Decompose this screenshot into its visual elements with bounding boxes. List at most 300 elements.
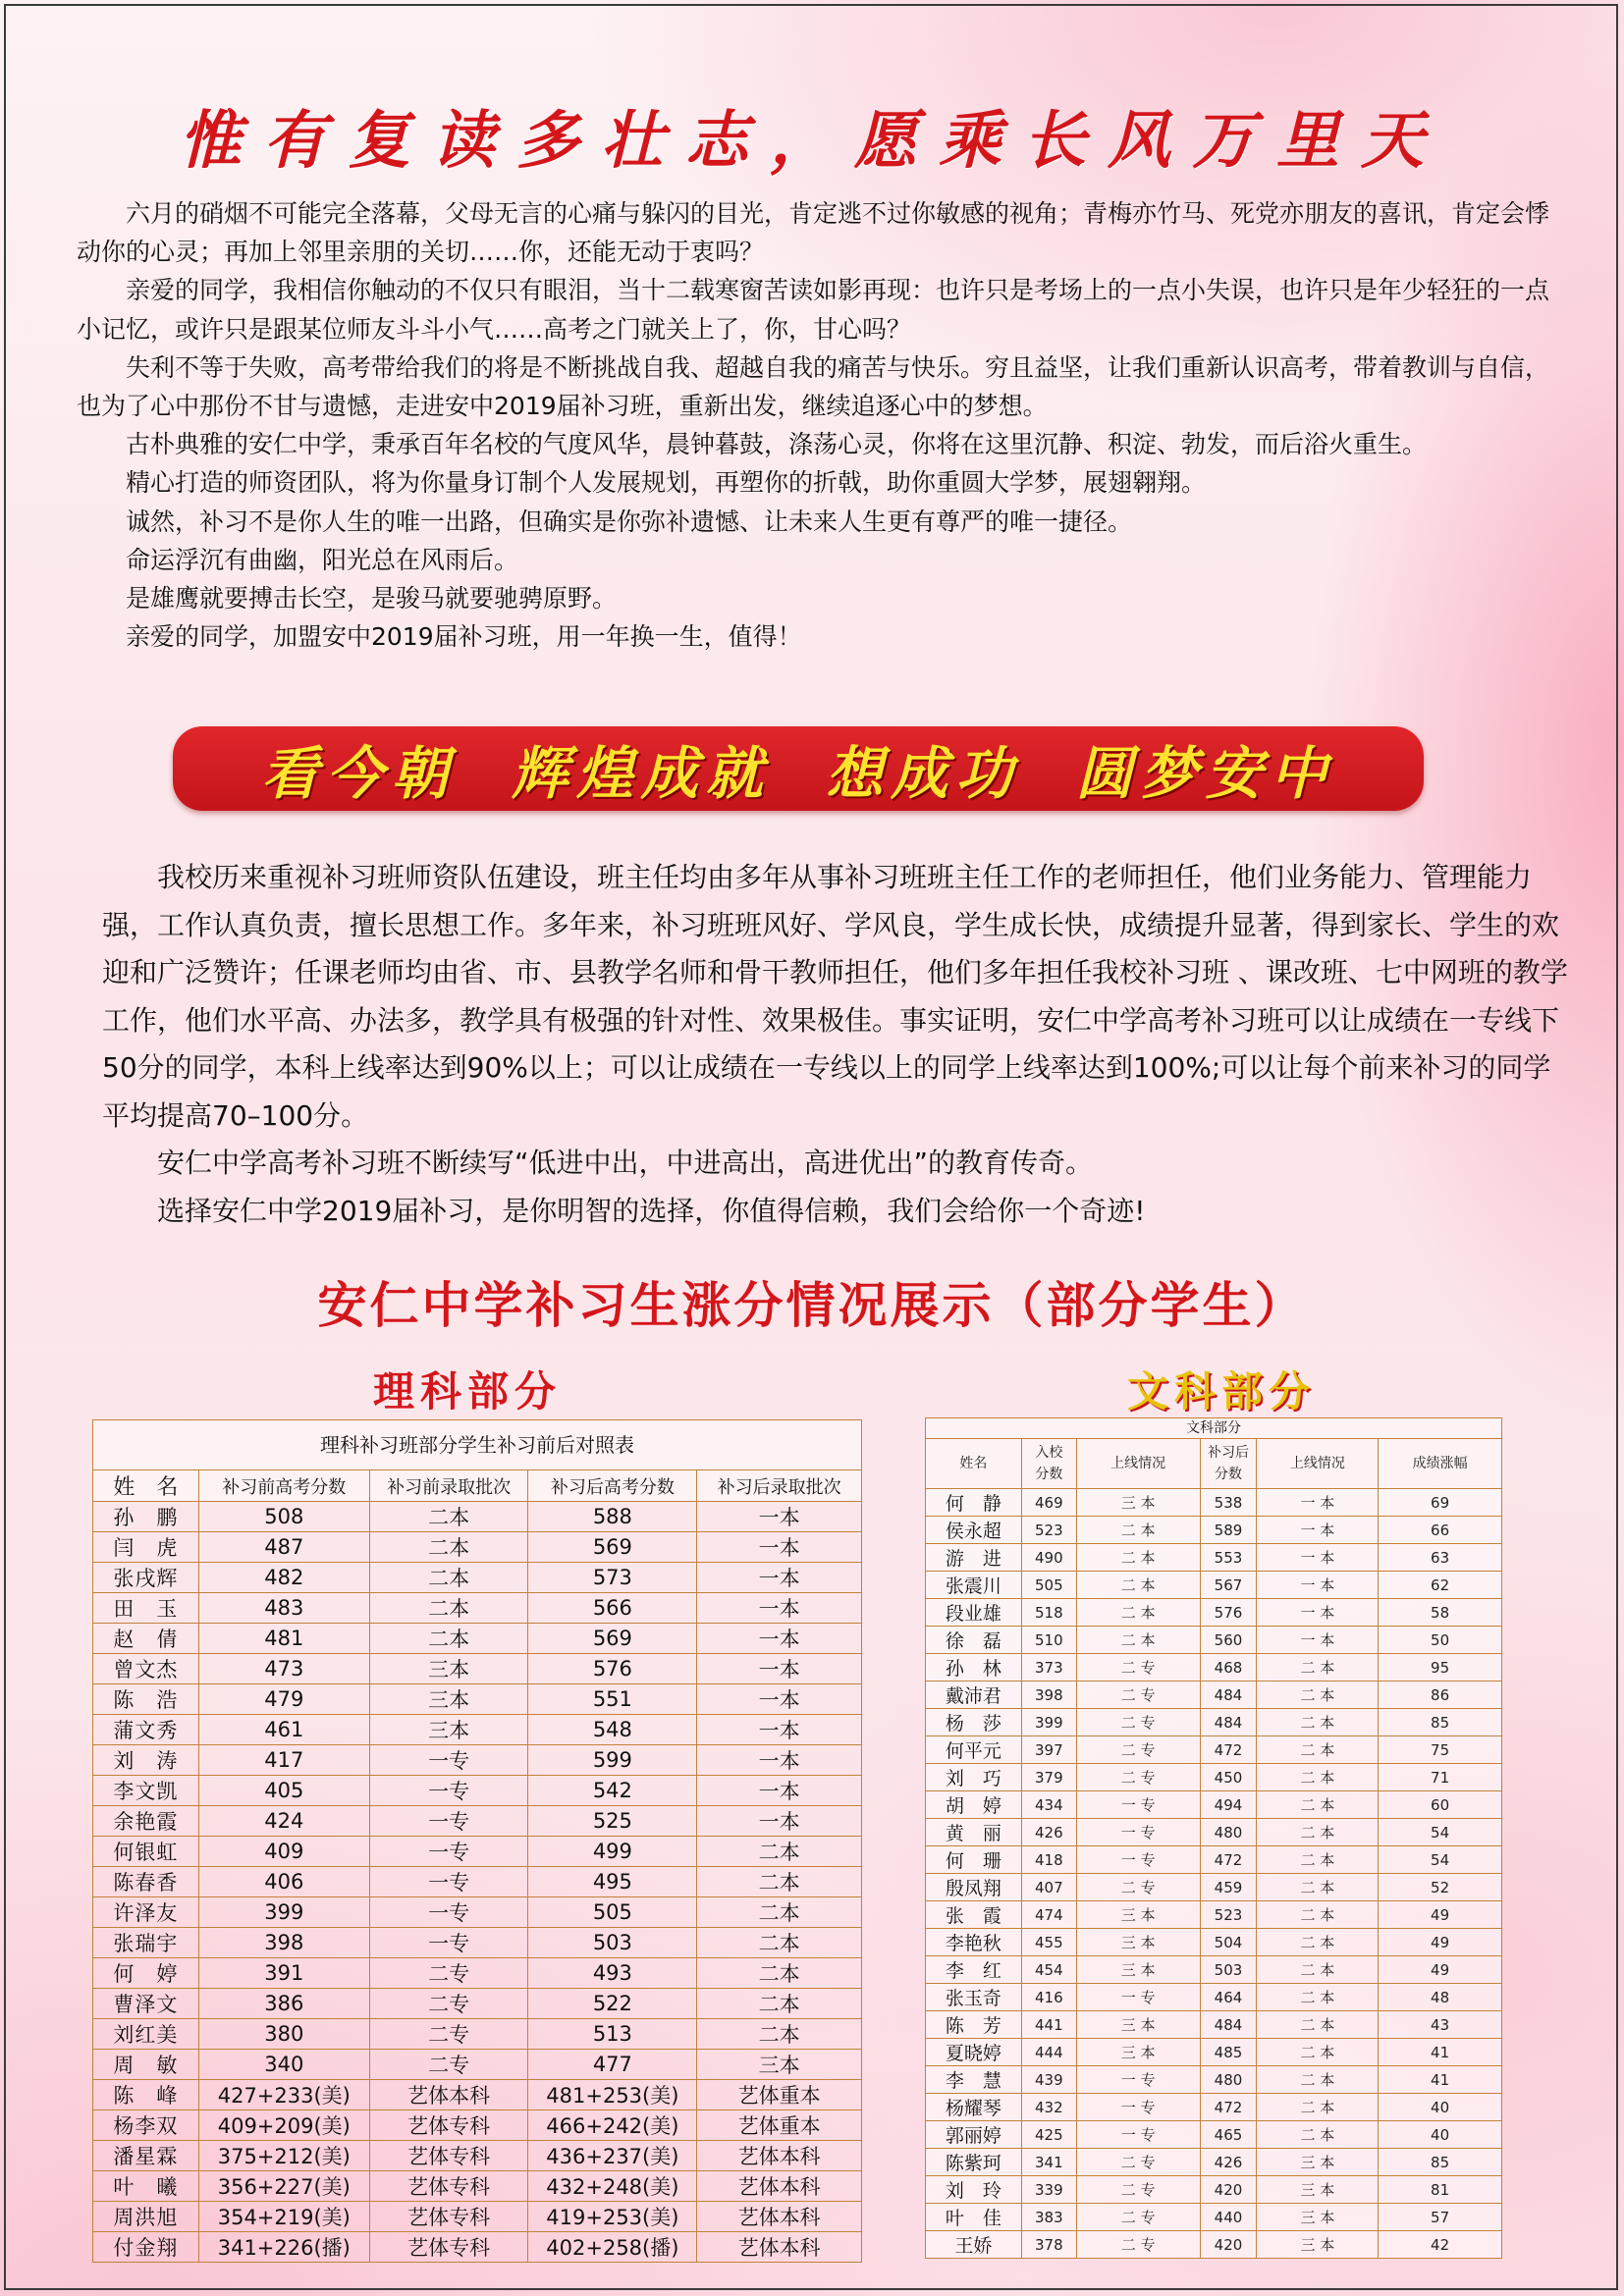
- liberal-arts-results-table: [925, 1417, 1502, 2259]
- table-cell: 一 专: [1076, 1791, 1200, 1819]
- table-cell: 441: [1021, 2011, 1076, 2039]
- table-row: [93, 1928, 862, 1958]
- table-cell: 二 专: [1076, 2231, 1200, 2259]
- student-name-cell: 郭丽婷: [926, 2121, 1022, 2149]
- student-name-cell: 夏晓婷: [926, 2039, 1022, 2066]
- table-row: [926, 1764, 1502, 1791]
- table-cell: 434: [1021, 1791, 1076, 1819]
- table-cell: 436+237(美): [528, 2141, 697, 2171]
- table-cell: 43: [1379, 2011, 1502, 2039]
- table-cell: 487: [198, 1532, 369, 1563]
- table-cell: 二本: [697, 1867, 862, 1897]
- table-cell: 艺体重本: [697, 2110, 862, 2141]
- table-cell: 468: [1200, 1654, 1257, 1682]
- table-cell: 525: [528, 1806, 697, 1837]
- table-cell: 二 专: [1076, 1682, 1200, 1709]
- table-cell: 472: [1200, 1846, 1257, 1874]
- table-cell: 466+242(美): [528, 2110, 697, 2141]
- table-cell: 454: [1021, 1956, 1076, 1984]
- table-cell: 490: [1021, 1544, 1076, 1572]
- table-row: [93, 1989, 862, 2019]
- table-cell: 一本: [697, 1745, 862, 1776]
- intro-paragraph: 是雄鹰就要搏击长空，是骏马就要驰骋原野。: [126, 584, 618, 614]
- table-cell: 二 专: [1076, 2176, 1200, 2204]
- student-name-cell: 周洪旭: [93, 2202, 199, 2232]
- table-cell: 503: [1200, 1956, 1257, 1984]
- table-cell: 艺体专科: [369, 2171, 528, 2202]
- table-cell: 416: [1021, 1984, 1076, 2011]
- table-cell: 419+253(美): [528, 2202, 697, 2232]
- table-cell: 一专: [369, 1806, 528, 1837]
- table-cell: 二专: [369, 2019, 528, 2050]
- table-row: [926, 1544, 1502, 1572]
- column-header: 成绩涨幅: [1379, 1439, 1502, 1489]
- table-cell: 569: [528, 1532, 697, 1563]
- table-cell: 432+248(美): [528, 2171, 697, 2202]
- liberal-table-caption: 文科部分: [925, 1417, 1502, 1438]
- table-cell: 二 专: [1076, 1654, 1200, 1682]
- table-cell: 二 专: [1076, 1874, 1200, 1901]
- table-cell: 576: [1200, 1599, 1257, 1627]
- table-cell: 391: [198, 1958, 369, 1989]
- student-name-cell: 刘 玲: [926, 2176, 1022, 2204]
- table-cell: 397: [1021, 1736, 1076, 1764]
- table-cell: 69: [1379, 1489, 1502, 1517]
- student-name-cell: 余艳霞: [93, 1806, 199, 1837]
- table-row: [926, 1517, 1502, 1544]
- student-name-cell: 李 慧: [926, 2066, 1022, 2094]
- table-cell: 477: [528, 2050, 697, 2080]
- table-cell: 464: [1200, 1984, 1257, 2011]
- table-cell: 一本: [697, 1532, 862, 1563]
- table-cell: 二本: [369, 1532, 528, 1563]
- table-cell: 二 本: [1257, 1819, 1379, 1846]
- student-name-cell: 何平元: [926, 1736, 1022, 1764]
- table-cell: 71: [1379, 1764, 1502, 1791]
- table-cell: 二 本: [1257, 1956, 1379, 1984]
- student-name-cell: 张震川: [926, 1572, 1022, 1599]
- table-cell: 398: [1021, 1682, 1076, 1709]
- table-cell: 373: [1021, 1654, 1076, 1682]
- student-name-cell: 李文凯: [93, 1776, 199, 1806]
- intro-paragraph: 诚然，补习不是你人生的唯一出路，但确实是你弥补遗憾、让未来人生更有尊严的唯一捷径。: [126, 507, 1133, 536]
- table-row: [93, 1654, 862, 1684]
- table-cell: 一本: [697, 1776, 862, 1806]
- student-name-cell: 何 静: [926, 1489, 1022, 1517]
- table-cell: 426: [1021, 1819, 1076, 1846]
- table-row: [93, 1776, 862, 1806]
- table-cell: 三 本: [1257, 2204, 1379, 2231]
- table-cell: 二专: [369, 1958, 528, 1989]
- table-cell: 548: [528, 1715, 697, 1745]
- table-cell: 二 本: [1257, 2011, 1379, 2039]
- student-name-cell: 赵 倩: [93, 1624, 199, 1654]
- description-paragraph: 选择安仁中学2019届补习，是你明智的选择，你值得信赖，我们会给你一个奇迹!: [157, 1194, 1146, 1227]
- table-cell: 二 专: [1076, 1736, 1200, 1764]
- table-cell: 495: [528, 1867, 697, 1897]
- page-title: 惟有复读多壮志，愿乘长风万里天: [179, 104, 1445, 178]
- table-cell: 461: [198, 1715, 369, 1745]
- table-cell: 一 专: [1076, 1846, 1200, 1874]
- table-cell: 三本: [369, 1684, 528, 1715]
- table-row: [93, 1593, 862, 1624]
- intro-paragraph: 失利不等于失败，高考带给我们的将是不断挑战自我、超越自我的痛苦与快乐。穷且益坚，让我们重新认识高考，带着教训与自信，也为了心中那份不甘与遗憾，走进安中2019届补习班，重新出发，继续追逐心中的梦想。: [77, 352, 1550, 421]
- table-cell: 481+253(美): [528, 2080, 697, 2110]
- table-row: [926, 2176, 1502, 2204]
- table-cell: 二 本: [1257, 2094, 1379, 2121]
- table-row: [926, 1627, 1502, 1654]
- student-name-cell: 曾文杰: [93, 1654, 199, 1684]
- description-paragraph: 安仁中学高考补习班不断续写“低进中出，中进高出，高进优出”的教育传奇。: [157, 1147, 1094, 1179]
- student-name-cell: 杨李双: [93, 2110, 199, 2141]
- table-cell: 一本: [697, 1715, 862, 1745]
- table-cell: 499: [528, 1837, 697, 1867]
- table-cell: 一 专: [1076, 2066, 1200, 2094]
- student-name-cell: 张 霞: [926, 1901, 1022, 1929]
- table-cell: 二本: [697, 1897, 862, 1928]
- table-row: [93, 1806, 862, 1837]
- table-cell: 二本: [697, 2019, 862, 2050]
- table-cell: 三 本: [1257, 2176, 1379, 2204]
- table-cell: 艺体本科: [697, 2171, 862, 2202]
- intro-paragraph: 古朴典雅的安仁中学，秉承百年名校的气度风华，晨钟暮鼓，涤荡心灵，你将在这里沉静、积淀、勃发，而后浴火重生。: [126, 430, 1428, 459]
- table-cell: 480: [1200, 1819, 1257, 1846]
- table-cell: 409+209(美): [198, 2110, 369, 2141]
- table-cell: 二 本: [1257, 2039, 1379, 2066]
- student-name-cell: 陈 芳: [926, 2011, 1022, 2039]
- table-cell: 一本: [697, 1502, 862, 1532]
- table-cell: 432: [1021, 2094, 1076, 2121]
- table-cell: 60: [1379, 1791, 1502, 1819]
- table-row: [926, 2149, 1502, 2176]
- table-row: [926, 2204, 1502, 2231]
- table-cell: 三本: [697, 2050, 862, 2080]
- table-row: [926, 1682, 1502, 1709]
- table-cell: 48: [1379, 1984, 1502, 2011]
- table-row: [93, 1958, 862, 1989]
- table-cell: 427+233(美): [198, 2080, 369, 2110]
- table-cell: 一 本: [1257, 1517, 1379, 1544]
- student-name-cell: 张玉奇: [926, 1984, 1022, 2011]
- table-cell: 一 本: [1257, 1572, 1379, 1599]
- table-row: [926, 1956, 1502, 1984]
- table-row: [926, 2011, 1502, 2039]
- table-cell: 三 本: [1076, 1901, 1200, 1929]
- intro-paragraph: 命运浮沉有曲幽，阳光总在风雨后。: [126, 545, 519, 574]
- table-row: [926, 1736, 1502, 1764]
- table-cell: 354+219(美): [198, 2202, 369, 2232]
- table-cell: 三 本: [1076, 1956, 1200, 1984]
- table-cell: 一本: [697, 1624, 862, 1654]
- table-cell: 二 本: [1257, 2121, 1379, 2149]
- table-cell: 一 专: [1076, 2121, 1200, 2149]
- table-cell: 二 本: [1076, 1572, 1200, 1599]
- table-row: [93, 1624, 862, 1654]
- table-cell: 二 本: [1257, 1764, 1379, 1791]
- table-cell: 455: [1021, 1929, 1076, 1956]
- table-cell: 341+226(播): [198, 2232, 369, 2263]
- table-cell: 472: [1200, 1736, 1257, 1764]
- table-cell: 407: [1021, 1874, 1076, 1901]
- table-header-row: [926, 1439, 1502, 1489]
- table-cell: 一本: [697, 1563, 862, 1593]
- student-name-cell: 黄 丽: [926, 1819, 1022, 1846]
- table-row: [93, 1502, 862, 1532]
- table-cell: 三 本: [1076, 1929, 1200, 1956]
- table-cell: 386: [198, 1989, 369, 2019]
- results-section-title: 安仁中学补习生涨分情况展示（部分学生）: [317, 1277, 1307, 1334]
- table-cell: 一 专: [1076, 2094, 1200, 2121]
- table-row: [93, 2232, 862, 2263]
- table-cell: 444: [1021, 2039, 1076, 2066]
- table-cell: 417: [198, 1745, 369, 1776]
- student-name-cell: 王娇: [926, 2231, 1022, 2259]
- student-name-cell: 杨耀琴: [926, 2094, 1022, 2121]
- table-cell: 380: [198, 2019, 369, 2050]
- table-cell: 二 本: [1257, 1929, 1379, 1956]
- table-cell: 58: [1379, 1599, 1502, 1627]
- science-table-caption: 理科补习班部分学生补习前后对照表: [92, 1419, 862, 1469]
- table-cell: 424: [198, 1806, 369, 1837]
- student-name-cell: 陈紫珂: [926, 2149, 1022, 2176]
- table-cell: 49: [1379, 1901, 1502, 1929]
- table-row: [93, 2019, 862, 2050]
- table-cell: 483: [198, 1593, 369, 1624]
- table-cell: 551: [528, 1684, 697, 1715]
- table-row: [926, 1654, 1502, 1682]
- table-cell: 450: [1200, 1764, 1257, 1791]
- student-name-cell: 陈春香: [93, 1867, 199, 1897]
- student-name-cell: 侯永超: [926, 1517, 1022, 1544]
- table-cell: 375+212(美): [198, 2141, 369, 2171]
- table-cell: 66: [1379, 1517, 1502, 1544]
- table-cell: 569: [528, 1624, 697, 1654]
- student-name-cell: 张瑞宇: [93, 1928, 199, 1958]
- table-cell: 469: [1021, 1489, 1076, 1517]
- table-cell: 二 专: [1076, 1764, 1200, 1791]
- table-cell: 二本: [369, 1502, 528, 1532]
- table-cell: 420: [1200, 2176, 1257, 2204]
- table-cell: 480: [1200, 2066, 1257, 2094]
- student-name-cell: 张戌辉: [93, 1563, 199, 1593]
- table-cell: 484: [1200, 1682, 1257, 1709]
- table-row: [93, 2050, 862, 2080]
- table-row: [926, 2066, 1502, 2094]
- student-name-cell: 何银虹: [93, 1837, 199, 1867]
- table-row: [93, 1563, 862, 1593]
- student-name-cell: 周 敏: [93, 2050, 199, 2080]
- table-row: [926, 2231, 1502, 2259]
- table-row: [93, 2202, 862, 2232]
- student-name-cell: 叶 佳: [926, 2204, 1022, 2231]
- table-cell: 一专: [369, 1867, 528, 1897]
- table-cell: 二 专: [1076, 2204, 1200, 2231]
- table-cell: 一专: [369, 1745, 528, 1776]
- table-cell: 三 本: [1076, 1489, 1200, 1517]
- table-cell: 二本: [369, 1593, 528, 1624]
- table-cell: 二 本: [1076, 1544, 1200, 1572]
- table-cell: 二专: [369, 1989, 528, 2019]
- table-cell: 439: [1021, 2066, 1076, 2094]
- table-cell: 一 专: [1076, 1819, 1200, 1846]
- table-cell: 一专: [369, 1897, 528, 1928]
- table-cell: 艺体本科: [369, 2080, 528, 2110]
- table-cell: 599: [528, 1745, 697, 1776]
- column-header: 入校 分数: [1021, 1439, 1076, 1489]
- table-cell: 379: [1021, 1764, 1076, 1791]
- table-row: [926, 1929, 1502, 1956]
- table-cell: 406: [198, 1867, 369, 1897]
- table-cell: 艺体重本: [697, 2080, 862, 2110]
- table-row: [926, 1572, 1502, 1599]
- table-cell: 383: [1021, 2204, 1076, 2231]
- table-cell: 481: [198, 1624, 369, 1654]
- table-cell: 54: [1379, 1846, 1502, 1874]
- table-cell: 三本: [369, 1654, 528, 1684]
- table-header-row: [93, 1470, 862, 1502]
- table-row: [926, 2039, 1502, 2066]
- table-cell: 艺体专科: [369, 2110, 528, 2141]
- table-cell: 二本: [697, 1928, 862, 1958]
- table-row: [926, 1874, 1502, 1901]
- table-row: [926, 1791, 1502, 1819]
- table-row: [93, 1532, 862, 1563]
- table-cell: 409: [198, 1837, 369, 1867]
- table-cell: 42: [1379, 2231, 1502, 2259]
- table-row: [93, 1897, 862, 1928]
- table-cell: 二 本: [1076, 1627, 1200, 1654]
- table-cell: 503: [528, 1928, 697, 1958]
- table-cell: 340: [198, 2050, 369, 2080]
- table-cell: 一 本: [1257, 1544, 1379, 1572]
- student-name-cell: 刘红美: [93, 2019, 199, 2050]
- column-header: 补习后高考分数: [528, 1470, 697, 1502]
- column-header: 上线情况: [1257, 1439, 1379, 1489]
- table-row: [93, 1684, 862, 1715]
- table-cell: 418: [1021, 1846, 1076, 1874]
- table-cell: 一本: [697, 1684, 862, 1715]
- table-cell: 一 本: [1257, 1599, 1379, 1627]
- table-cell: 398: [198, 1928, 369, 1958]
- table-cell: 艺体本科: [697, 2232, 862, 2263]
- table-cell: 85: [1379, 1709, 1502, 1736]
- table-cell: 一 本: [1257, 1627, 1379, 1654]
- column-header: 补习后 分数: [1200, 1439, 1257, 1489]
- student-name-cell: 许泽友: [93, 1897, 199, 1928]
- student-name-cell: 杨 莎: [926, 1709, 1022, 1736]
- table-cell: 459: [1200, 1874, 1257, 1901]
- table-cell: 405: [198, 1776, 369, 1806]
- table-cell: 一 本: [1257, 1489, 1379, 1517]
- table-cell: 54: [1379, 1819, 1502, 1846]
- intro-paragraph: 精心打造的师资团队，将为你量身订制个人发展规划，再塑你的折戟，助你重圆大学梦，展翅翱翔。: [126, 468, 1207, 498]
- table-cell: 538: [1200, 1489, 1257, 1517]
- table-cell: 589: [1200, 1517, 1257, 1544]
- student-name-cell: 殷凤翔: [926, 1874, 1022, 1901]
- table-cell: 二 专: [1076, 1709, 1200, 1736]
- table-cell: 472: [1200, 2094, 1257, 2121]
- table-row: [926, 1846, 1502, 1874]
- table-cell: 41: [1379, 2066, 1502, 2094]
- table-cell: 399: [198, 1897, 369, 1928]
- student-name-cell: 徐 磊: [926, 1627, 1022, 1654]
- table-cell: 二本: [697, 1958, 862, 1989]
- student-name-cell: 曹泽文: [93, 1989, 199, 2019]
- table-cell: 二 专: [1076, 2149, 1200, 2176]
- student-name-cell: 胡 婷: [926, 1791, 1022, 1819]
- table-cell: 426: [1200, 2149, 1257, 2176]
- table-cell: 一本: [697, 1654, 862, 1684]
- table-cell: 81: [1379, 2176, 1502, 2204]
- table-cell: 560: [1200, 1627, 1257, 1654]
- table-cell: 420: [1200, 2231, 1257, 2259]
- table-cell: 一专: [369, 1837, 528, 1867]
- table-cell: 341: [1021, 2149, 1076, 2176]
- table-cell: 二本: [697, 1989, 862, 2019]
- table-cell: 41: [1379, 2039, 1502, 2066]
- table-cell: 二本: [369, 1624, 528, 1654]
- table-cell: 484: [1200, 1709, 1257, 1736]
- table-row: [926, 1709, 1502, 1736]
- column-header: 姓 名: [93, 1470, 199, 1502]
- science-heading: 理科部分: [373, 1367, 563, 1415]
- column-header: 补习后录取批次: [697, 1470, 862, 1502]
- table-row: [93, 1867, 862, 1897]
- table-cell: 三 本: [1257, 2231, 1379, 2259]
- column-header: 姓名: [926, 1439, 1022, 1489]
- table-cell: 494: [1200, 1791, 1257, 1819]
- table-cell: 三 本: [1076, 2011, 1200, 2039]
- table-cell: 378: [1021, 2231, 1076, 2259]
- table-cell: 一 专: [1076, 1984, 1200, 2011]
- table-cell: 一本: [697, 1593, 862, 1624]
- intro-text: [77, 194, 1559, 656]
- table-cell: 482: [198, 1563, 369, 1593]
- description-paragraph: 我校历来重视补习班师资队伍建设，班主任均由多年从事补习班班主任工作的老师担任，他们业务能力、管理能力强，工作认真负责，擅长思想工作。多年来，补习班班风好、学风良，学生成长快，成绩提升显著，得到家长、学生的欢迎和广泛赞许；任课老师均由省、市、县教学名师和骨干教师担任，他们多年担任我校补习班 、课改班、七中网班的教学工作，他们水平高、办法多，教学具有极强的针对性、效果极佳。事实证明，安仁中学高考补习班可以让成绩在一专线下50分的同学，本科上线率达到90%以上；可以让成绩在一专线以上的同学上线率达到100%;可以让每个前来补习的同学平均提高70–100分。: [102, 861, 1568, 1132]
- table-cell: 二 本: [1257, 1682, 1379, 1709]
- slogan-text: 看今朝 辉煌成就 想成功 圆梦安中: [261, 740, 1335, 807]
- intro-paragraph: 亲爱的同学，我相信你触动的不仅只有眼泪，当十二载寒窗苦读如影再现：也许只是考场上的一点小失误，也许只是年少轻狂的一点小记忆，或许只是跟某位师友斗斗小气……高考之门就关上了，你，甘心吗？: [77, 276, 1550, 344]
- table-cell: 523: [1200, 1901, 1257, 1929]
- table-cell: 艺体专科: [369, 2232, 528, 2263]
- science-results-table: [92, 1419, 862, 2263]
- table-cell: 553: [1200, 1544, 1257, 1572]
- table-row: [93, 2080, 862, 2110]
- student-name-cell: 叶 曦: [93, 2171, 199, 2202]
- table-cell: 62: [1379, 1572, 1502, 1599]
- table-row: [93, 2141, 862, 2171]
- table-cell: 一专: [369, 1928, 528, 1958]
- table-cell: 二本: [697, 1837, 862, 1867]
- student-name-cell: 陈 峰: [93, 2080, 199, 2110]
- table-cell: 425: [1021, 2121, 1076, 2149]
- student-name-cell: 何 珊: [926, 1846, 1022, 1874]
- table-cell: 63: [1379, 1544, 1502, 1572]
- table-cell: 二 本: [1257, 1984, 1379, 2011]
- column-header: 补习前录取批次: [369, 1470, 528, 1502]
- table-cell: 50: [1379, 1627, 1502, 1654]
- table-cell: 一专: [369, 1776, 528, 1806]
- student-name-cell: 孙 林: [926, 1654, 1022, 1682]
- table-row: [93, 1715, 862, 1745]
- table-row: [93, 2110, 862, 2141]
- table-cell: 566: [528, 1593, 697, 1624]
- table-cell: 523: [1021, 1517, 1076, 1544]
- table-row: [926, 1599, 1502, 1627]
- table-cell: 二专: [369, 2050, 528, 2080]
- table-cell: 二 本: [1257, 1901, 1379, 1929]
- slogan-banner: [173, 726, 1424, 811]
